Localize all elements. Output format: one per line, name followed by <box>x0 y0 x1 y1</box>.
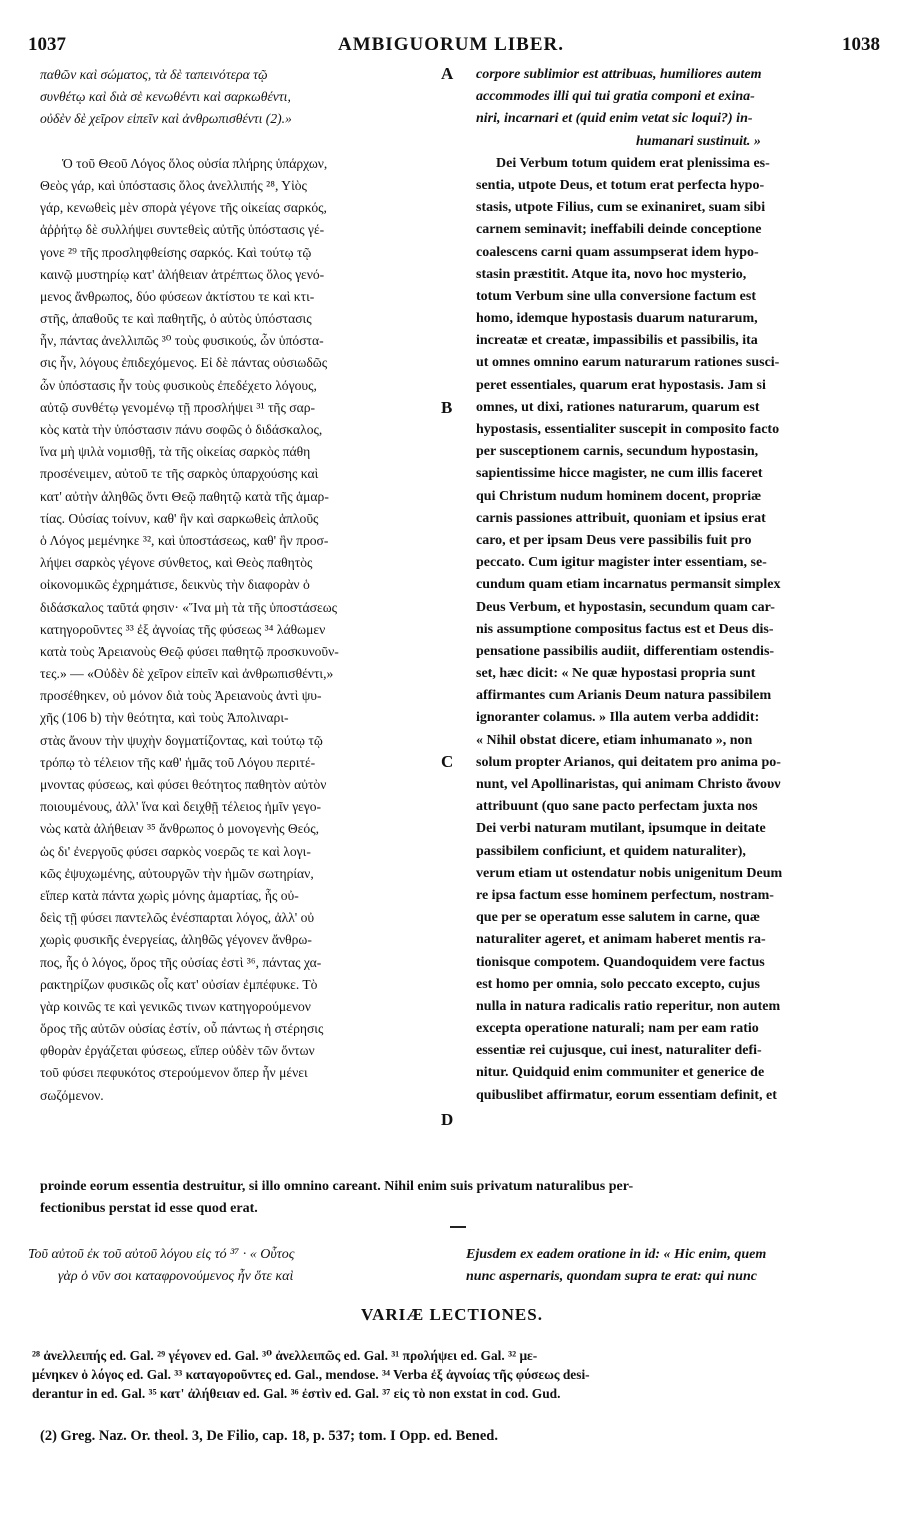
greek-line: κατηγοροῦντες ³³ ἐξ ἀγνοίας τῆς φύσεως ³⁴ λάθωμεν <box>40 621 326 637</box>
latin-line: totum Verbum sine ulla conversione factum est <box>476 288 756 304</box>
latin-line: Deus Verbum, et hypostasin, secundum quam car- <box>476 599 775 615</box>
latin-line: peret essentiales, quarum erat hypostasis. Jam si <box>476 377 766 393</box>
latin-line: ignoranter colamus. » Illa autem verba addidit: <box>476 710 760 726</box>
greek-line: κατὰ τοὺς Ἀρειανοὺς Θεῷ φύσει παθητῷ προσκυνοῦν- <box>40 643 339 659</box>
full-width-text <box>40 1176 872 1220</box>
greek-line: καινῷ μυστηρίῳ κατ' ἀλήθειαν ἀτρέπτως ὅλος γενό- <box>40 266 325 282</box>
latin-line: naturaliter ageret, et animam haberet mentis ra- <box>476 932 766 948</box>
latin-line: « Nihil obstat dicere, etiam inhumanato », non <box>476 732 753 748</box>
latin-line: nitur. Quidquid enim communiter et generice de <box>476 1065 765 1081</box>
latin-line: affirmantes cum Arianis Deum natura passibilem <box>476 688 772 704</box>
greek-line: κὸς κατὰ τὴν ὑπόστασιν πάνυ σοφῶς ὁ διδάσκαλος, <box>40 422 323 437</box>
page-number-left: 1037 <box>28 34 66 55</box>
greek-line: γονε ²⁹ τῆς προσληφθείσης σαρκός. Καὶ τούτῳ τῷ <box>40 244 312 260</box>
margin-marker-d: D <box>441 1110 454 1129</box>
latin-line: increatæ et creatæ, impassibilis et passibilis, ita <box>476 333 758 349</box>
latin-line: carnis passiones attribuit, quoniam et ipsius erat <box>476 510 766 526</box>
excerpt-greek-line: Τοῦ αὐτοῦ ἐκ τοῦ αὐτοῦ λόγου εἰς τό ³⁷ · « Οὗτος <box>28 1247 295 1262</box>
latin-line: essentiæ rei cujusque, cui inest, naturaliter defi- <box>476 1043 762 1059</box>
greek-line: συνθέτῳ καὶ διὰ σὲ κενωθέντι καὶ σαρκωθέντι, <box>40 89 291 105</box>
margin-marker-a: A <box>441 64 454 83</box>
variae-line: μένηκεν ὁ λόγος ed. Gal. ³³ καταγοροῦντες ed. Gal., mendose. ³⁴ Verba ἐξ ἀγνοίας τῆς φύσεως desi- <box>32 1367 590 1382</box>
latin-line: cundum quam etiam incarnatus permansit simplex <box>476 577 781 593</box>
latin-line: passibilem conficiunt, et quidem naturaliter), <box>476 843 746 859</box>
greek-line: ὡς δι' ἐνεργοῦς φύσει σαρκὸς νοερῶς τε καὶ λογι- <box>40 843 311 859</box>
greek-line: ποιουμένους, ἀλλ' ἵνα καὶ δειχθῇ τέλειος ἡμῖν γεγο- <box>40 799 322 815</box>
greek-line: σωζόμενον. <box>40 1087 104 1103</box>
latin-line: corpore sublimior est attribuas, humiliores autem <box>476 67 762 82</box>
page-header <box>22 34 880 58</box>
latin-line: tionisque compotem. Quandoquidem vere factus <box>476 954 765 970</box>
full-line: fectionibus perstat id esse quod erat. <box>40 1201 258 1217</box>
greek-line: τοῦ φύσει πεφυκότος στερούμενον ὅπερ ἦν μένει <box>40 1065 308 1081</box>
greek-line: δεὶς τῇ φύσει παντελῶς ἐνέσπαρται λόγος, ἀλλ' οὐ <box>40 910 315 926</box>
latin-line: Dei Verbum totum quidem erat plenissima es- <box>496 155 770 171</box>
greek-line: κῶς ἐψυχωμένης, αὐτουργῶν τὴν ἡμῶν σωτηρίαν, <box>40 865 314 881</box>
greek-line: ἵνα μὴ ψιλὰ νομισθῇ, τὰ τῆς οἰκείας σαρκὸς πάθη <box>40 444 311 460</box>
running-title: AMBIGUORUM LIBER. <box>337 34 564 55</box>
greek-column <box>40 64 438 1107</box>
greek-line: μνοντας φύσεως, καὶ φύσει θεότητος παθητὸν αὐτὸν <box>40 777 327 792</box>
greek-line: στῆς, ἀπαθοῦς τε καὶ παθητῆς, ὁ αὐτὸς ὑπόστασις <box>40 311 312 327</box>
latin-line: ut omnes omnino earum naturarum rationes susci- <box>476 355 780 371</box>
greek-line: τρόπῳ τὸ τέλειον τῆς καθ' ἡμᾶς τοῦ Λόγου περιτέ- <box>40 754 316 770</box>
latin-line: Dei verbi naturam mutilant, ipsumque in deitate <box>476 821 766 837</box>
latin-line: niri, incarnari et (quid enim vetat sic loqui?) in- <box>476 111 753 127</box>
greek-line: σις ἦν, λόγους ἐπιδεχόμενος. Εἰ δὲ πάντας οὐσιωδῶς <box>40 355 328 371</box>
latin-line: hypostasis, essentialiter suscepit in composito facto <box>476 422 780 437</box>
latin-line: nis assumptione compositus factus est et Deus dis- <box>476 621 774 637</box>
greek-line: οὐδὲν δὲ χεῖρον εἰπεῖν καὶ ἀνθρωπισθέντι (2).» <box>40 111 292 127</box>
greek-line <box>40 131 438 153</box>
latin-line: solum propter Arianos, qui deitatem pro anima po- <box>476 754 781 770</box>
greek-line: στὰς ἄνουν τὴν ψυχὴν δογματίζοντας, καὶ τούτῳ τῷ <box>40 732 323 748</box>
greek-line: ἦν, πάντας ἀνελλιπῶς ³⁰ τοὺς φυσικούς, ὧν ὑπόστα- <box>40 333 324 349</box>
greek-line: χωρὶς φυσικῆς ἐνεργείας, ἀληθῶς γέγονεν ἄνθρω- <box>40 932 312 948</box>
latin-line: nulla in natura radicalis ratio reperitur, non autem <box>476 998 781 1014</box>
greek-line: παθῶν καὶ σώματος, τὰ δὲ ταπεινότερα τῷ <box>40 67 268 82</box>
greek-line: τες.» — «Οὐδὲν δὲ χεῖρον εἰπεῖν καὶ ἀνθρωπισθέντι,» <box>40 666 334 682</box>
latin-line: caro, et per ipsam Deus vere passibilis fuit pro <box>476 532 752 548</box>
latin-line: per susceptionem carnis, secundum hypostasin, <box>476 444 759 460</box>
latin-line: sentia, utpote Deus, et totum erat perfecta hypo- <box>476 177 765 193</box>
greek-line: τίας. Οὐσίας τοίνυν, καθ' ἣν καὶ σαρκωθεὶς ἁπλοῦς <box>40 510 319 526</box>
latin-line: set, hæc dicit: « Ne quæ hypostasi propria sunt <box>476 666 756 682</box>
latin-line: coalescens carni quam assumpserat idem hypo- <box>476 244 759 260</box>
greek-line: λήψει σαρκὸς γέγονε σύνθετος, καὶ Θεὸς παθητὸς <box>40 555 313 571</box>
latin-line: omnes, ut dixi, rationes naturarum, quarum est <box>476 399 760 415</box>
greek-line: ὅρος τῆς αὐτῶν οὐσίας ἐστίν, οὗ πάντως ἡ στέρησις <box>40 1021 324 1037</box>
greek-line: διδάσκαλος ταῦτά φησιν· «Ἵνα μὴ τὰ τῆς ὑποστάσεως <box>40 599 338 615</box>
latin-line: stasin præstitit. Atque ita, novo hoc mysterio, <box>476 266 747 282</box>
latin-line: peccato. Cum igitur magister inter essentiam, se- <box>476 555 767 571</box>
excerpt-latin <box>466 1244 876 1288</box>
greek-line: φθορὰν ἐργάζεται φύσεως, εἴπερ οὐδὲν τῶν ὄντων <box>40 1043 315 1059</box>
greek-line: εἴπερ κατὰ πάντα χωρὶς μόνης ἁμαρτίας, ἧς οὐ- <box>40 887 299 903</box>
latin-line: attribuunt (quo sane pacto perfectam juxta nos <box>476 799 758 815</box>
greek-line: πος, ἧς ὁ λόγος, ὅρος τῆς οὐσίας ἐστὶ ³⁶, πάντας χα- <box>40 954 322 970</box>
latin-line: qui Christum nudum hominem docent, propriæ <box>476 488 762 504</box>
greek-line: χῆς (106 b) τὴν θεότητα, καὶ τοὺς Ἀπολιναρι- <box>40 710 289 726</box>
margin-marker-b: B <box>441 398 453 417</box>
latin-line: excepta operatione naturali; nam per eam ratio <box>476 1021 759 1037</box>
latin-line: sapientissime hicce magister, ne cum illis faceret <box>476 466 763 482</box>
latin-line: accommodes illi qui tui gratia componi et exina- <box>476 89 755 105</box>
greek-line: γὰρ κοινῶς τε καὶ γενικῶς τινων κατηγορούμενον <box>40 998 311 1014</box>
greek-line: κατ' αὐτὴν ἀληθῶς ὄντι Θεῷ παθητῷ κατὰ τῆς ἁμαρ- <box>40 488 329 504</box>
margin-marker-c: C <box>441 752 454 771</box>
greek-line: ὧν ὑπόστασις ἦν τοὺς φυσικοὺς ἐπεδέχετο λόγους, <box>40 377 317 393</box>
variae-line: derantur in ed. Gal. ³⁵ κατ' ἀλήθειαν ed. Gal. ³⁶ ἐστὶν ed. Gal. ³⁷ εἰς τὸ non exstat in cod. Gud. <box>32 1386 561 1401</box>
greek-line: ρακτηρίζων φυσικῶς οἷς κατ' οὐσίαν ἐμπέφυκε. Τὸ <box>40 976 318 992</box>
latin-line: quibuslibet affirmatur, eorum essentiam definit, et <box>476 1087 777 1103</box>
latin-line: pensatione passibilis audiit, differentiam ostendis- <box>476 643 775 659</box>
greek-line: μενος ἄνθρωπος, δύο φύσεων ἀκτίστου τε καὶ κτι- <box>40 288 315 304</box>
excerpt-latin-line: nunc aspernaris, quondam supra te erat: qui nunc <box>466 1269 757 1285</box>
page-number-right: 1038 <box>842 34 880 55</box>
footnote: (2) Greg. Naz. Or. theol. 3, De Filio, cap. 18, p. 537; tom. I Opp. ed. Bened. <box>40 1428 498 1444</box>
excerpt-greek-line: γὰρ ὁ νῦν σοι καταφρονούμενος ἦν ὅτε καὶ <box>58 1269 294 1285</box>
greek-line: νὼς κατὰ ἀλήθειαν ³⁵ ἄνθρωπος ὁ μονογενὴς Θεός, <box>40 821 319 837</box>
greek-line: γάρ, κενωθεὶς μὲν σπορὰ γέγονε τῆς οἰκείας σαρκός, <box>40 200 327 216</box>
full-line: proinde eorum essentia destruitur, si illo omnino careant. Nihil enim suis privatum naturalibus per- <box>40 1179 634 1194</box>
latin-line: carnem seminavit; ineffabili deinde conceptione <box>476 222 762 238</box>
greek-line: οἰκονομικῶς ἐχρημάτισε, δεικνὺς τὴν διαφορὰν ὁ <box>40 577 310 593</box>
greek-line: Θεὸς γάρ, καὶ ὑπόστασις ὅλος ἀνελλιπής ²⁸, Υἱὸς <box>40 177 307 193</box>
greek-line: ὁ Λόγος μεμένηκε ³², καὶ ὑποστάσεως, καθ' ἣν προσ- <box>40 532 329 548</box>
latin-line: stasis, utpote Filius, cum se exinaniret, suam sibi <box>476 200 766 216</box>
variae-line: ²⁸ ἀνελλειπής ed. Gal. ²⁹ γέγονεν ed. Gal. ³⁰ ἀνελλειπῶς ed. Gal. ³¹ προλήψει ed. Gal. ³² με- <box>32 1348 538 1363</box>
latin-line: nunt, vel Apollinaristas, qui animam Christo ἄνουν <box>476 777 781 792</box>
variae-lectiones <box>32 1346 876 1403</box>
latin-line: verum etiam ut ostendatur nobis unigenitum Deum <box>476 865 783 881</box>
variae-lectiones-heading: VARIÆ LECTIONES. <box>361 1305 543 1324</box>
greek-line: προσένειμεν, αὐτοῦ τε τῆς σαρκὸς ὑπαρχούσης καὶ <box>40 466 319 482</box>
greek-line: ἀῤῥήτῳ δὲ συλλήψει συντεθεὶς αὐτῆς ὑπόστασις γέ- <box>40 222 325 238</box>
greek-line: Ὁ τοῦ Θεοῦ Λόγος ὅλος οὐσία πλήρης ὑπάρχων, <box>62 155 328 171</box>
greek-line: προσέθηκεν, οὐ μόνον διὰ τοὺς Ἀρειανοὺς ἀντὶ ψυ- <box>40 688 322 704</box>
latin-column <box>476 64 872 1107</box>
greek-line: αὐτῷ συνθέτῳ γενομένῳ τῇ προσλήψει ³¹ τῆς σαρ- <box>40 399 316 415</box>
excerpt-greek <box>28 1244 438 1288</box>
latin-line: que per se operatum esse salutem in carne, quæ <box>476 910 761 926</box>
excerpt-latin-line: Ejusdem ex eadem oratione in id: « Hic enim, quem <box>466 1247 767 1262</box>
latin-line: homo, idemque hypostasis duarum naturarum, <box>476 311 758 327</box>
latin-line: est homo per omnia, solo peccato excepto, cujus <box>476 976 760 992</box>
latin-line: re ipsa factum esse hominem perfectum, nostram- <box>476 887 774 903</box>
latin-line: humanari sustinuit. » <box>636 133 761 149</box>
separator-rule <box>450 1226 466 1228</box>
